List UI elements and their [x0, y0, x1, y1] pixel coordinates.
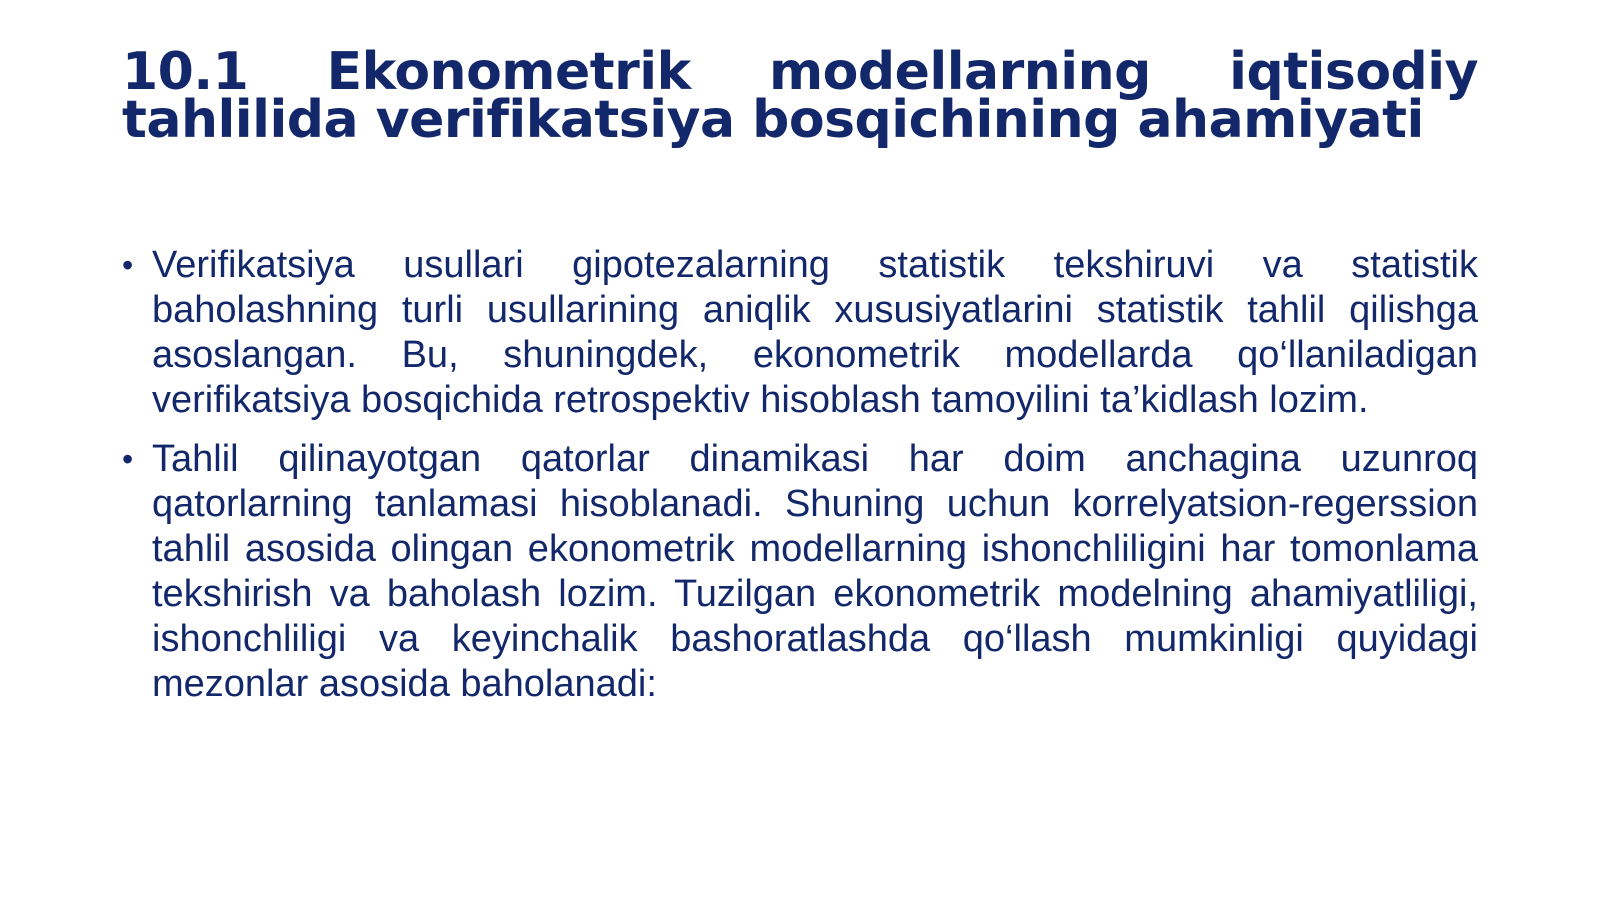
- bullet-marker: •: [122, 247, 134, 283]
- bullet-list: [122, 243, 1478, 721]
- bullet-marker: •: [122, 441, 134, 477]
- bullet-item-2: [122, 437, 1478, 707]
- bullet-text-1: Verifikatsiya usullari gipotezalarning statistik tekshiruvi va statistik baholashning turli usullarining aniqlik xususiyatlarini statistik tahlil qilishga asoslangan. Bu, shuningdek, ekonometrik modellarda qo‘llaniladigan verifikatsiya bosqichida retrospektiv hisoblash tamoyilini ta’kidlash lozim.: [152, 244, 1478, 421]
- bullet-text-2: Tahlil qilinayotgan qatorlar dinamikasi har doim anchagina uzunroq qatorlarning tanlamasi hisoblanadi. Shuning uchun korrelyatsion-regerssion tahlil asosida olingan ekonometrik modellarning ishonchliligini har tomonlama tekshirish va baholash lozim. Tuzilgan ekonometrik modelning ahamiyatliligi, ishonchliligi va keyinchalik bashoratlashda qo‘llash mumkinligi quyidagi mezonlar asosida baholanadi:: [152, 438, 1478, 705]
- bullet-item-1: [122, 243, 1478, 423]
- slide-title: 10.1 Ekonometrik modellarning iqtisodiy tahlilida verifikatsiya bosqichining ahamiyati: [122, 42, 1478, 150]
